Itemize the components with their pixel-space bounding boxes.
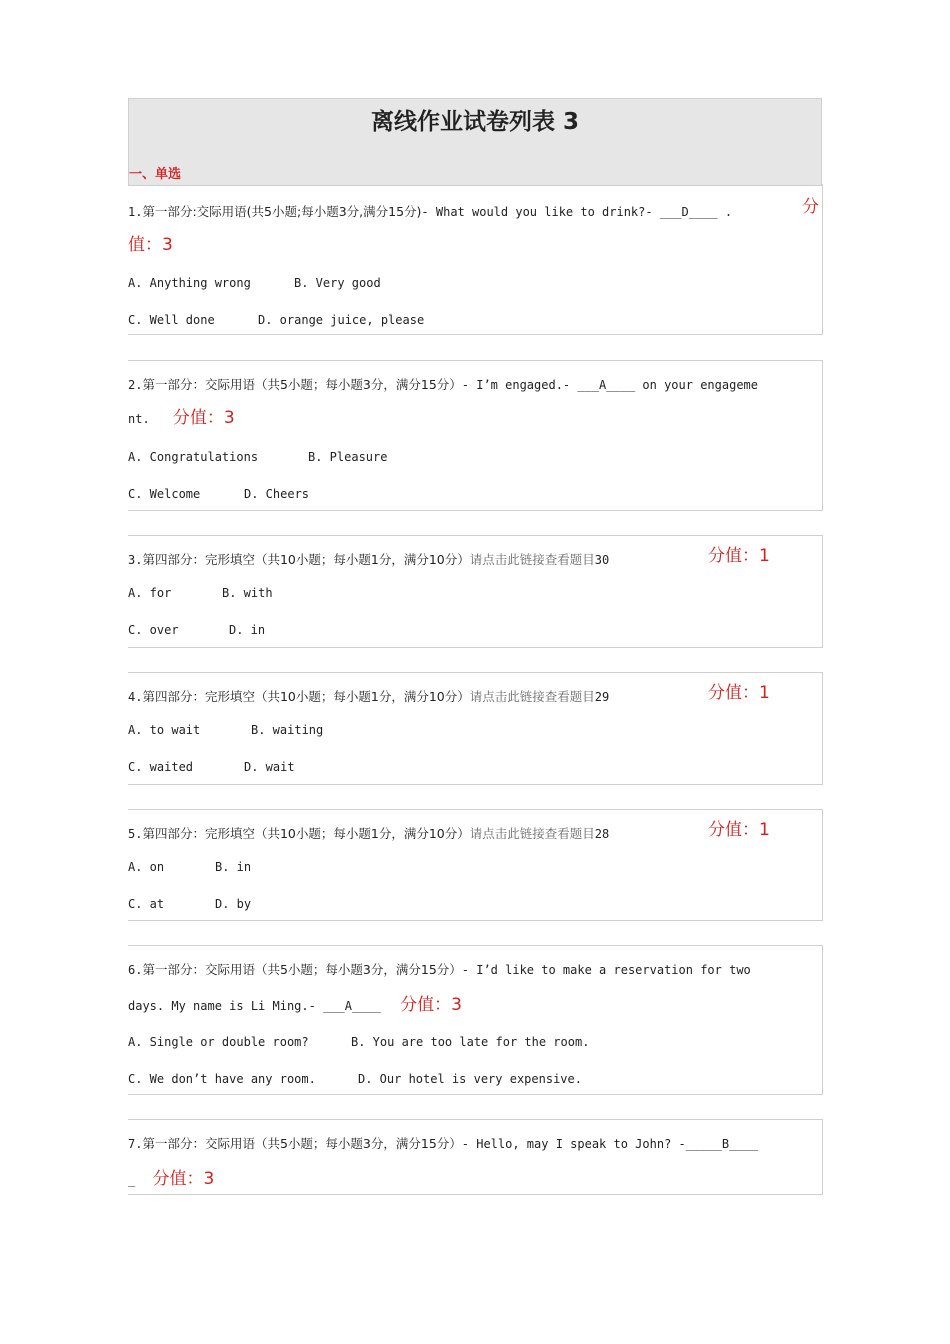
option-d[interactable]: D. orange juice, please: [258, 313, 425, 327]
question-part: 第四部分：完形填空（共10小题；每小题1分，满分10分）: [142, 689, 470, 704]
question-7: [128, 1119, 823, 1195]
score-value: 分值：3: [152, 1169, 215, 1189]
option-b[interactable]: B. with: [222, 586, 273, 600]
option-b[interactable]: B. Very good: [294, 276, 381, 290]
question-2: [128, 360, 823, 511]
question-part: 第四部分：完形填空（共10小题；每小题1分，满分10分）: [142, 552, 470, 567]
page-header: [128, 98, 822, 186]
question-text-cont: _: [128, 1173, 136, 1187]
score-label: 分: [802, 197, 819, 217]
question-number: 3.: [128, 553, 143, 567]
option-b[interactable]: B. in: [215, 860, 252, 874]
question-text-cont: nt.: [128, 412, 150, 426]
question-part: 第一部分：交际用语（共5小题；每小题3分，满分15分）: [142, 377, 462, 392]
score-value: 分值：1: [708, 683, 770, 703]
question-link[interactable]: 请点击此链接查看题目: [469, 552, 595, 567]
option-c[interactable]: C. We don’t have any room.: [128, 1072, 316, 1086]
question-text: - I’m engaged.- ___A____ on your engageme: [461, 378, 758, 392]
question-text-cont: days. My name is Li Ming.- ___A____: [128, 999, 381, 1013]
question-3: [128, 535, 823, 648]
option-c[interactable]: C. Welcome: [128, 487, 201, 501]
option-d[interactable]: D. in: [229, 623, 266, 637]
question-number: 7.: [128, 1137, 143, 1151]
option-b[interactable]: B. You are too late for the room.: [351, 1035, 590, 1049]
option-b[interactable]: B. Pleasure: [308, 450, 388, 464]
option-a[interactable]: A. Congratulations: [128, 450, 259, 464]
option-c[interactable]: C. over: [128, 623, 179, 637]
question-number: 4.: [128, 690, 143, 704]
question-number: 1.: [128, 205, 143, 219]
option-a[interactable]: A. on: [128, 860, 165, 874]
option-c[interactable]: C. Well done: [128, 313, 215, 327]
question-number: 2.: [128, 378, 143, 392]
option-d[interactable]: D. by: [215, 897, 252, 911]
score-value: 分值：1: [708, 546, 770, 566]
option-c[interactable]: C. waited: [128, 760, 194, 774]
option-a[interactable]: A. Anything wrong: [128, 276, 251, 290]
question-part: 第一部分：交际用语（共5小题；每小题3分，满分15分）: [142, 1136, 462, 1151]
score-value: 分值：3: [172, 408, 235, 428]
question-ref: 28: [594, 827, 610, 841]
page-title: 离线作业试卷列表 3: [370, 109, 579, 135]
option-a[interactable]: A. to wait: [128, 723, 201, 737]
question-1: [128, 184, 823, 335]
question-text: - I’d like to make a reservation for two: [461, 963, 751, 977]
option-d[interactable]: D. wait: [244, 760, 295, 774]
option-a[interactable]: A. Single or double room?: [128, 1035, 309, 1049]
question-part: 第一部分:交际用语(共5小题;每小题3分,满分15分): [142, 204, 422, 219]
question-number: 5.: [128, 827, 143, 841]
score-value: 分值：3: [400, 995, 462, 1015]
option-d[interactable]: D. Cheers: [244, 487, 310, 501]
option-c[interactable]: C. at: [128, 897, 165, 911]
question-ref: 30: [594, 553, 610, 567]
option-d[interactable]: D. Our hotel is very expensive.: [358, 1072, 582, 1086]
question-4: [128, 672, 823, 785]
question-link[interactable]: 请点击此链接查看题目: [469, 826, 595, 841]
exam-page: [128, 98, 822, 1189]
score-value: 值：3: [128, 235, 173, 255]
question-6: [128, 945, 823, 1095]
section-heading: 一、单选: [129, 167, 182, 182]
question-5: [128, 809, 823, 921]
question-part: 第四部分：完形填空（共10小题；每小题1分，满分10分）: [142, 826, 470, 841]
question-number: 6.: [128, 963, 143, 977]
question-link[interactable]: 请点击此链接查看题目: [469, 689, 595, 704]
question-text: - Hello, may I speak to John? -_____B____: [461, 1137, 758, 1151]
question-part: 第一部分：交际用语（共5小题；每小题3分，满分15分）: [142, 962, 462, 977]
option-a[interactable]: A. for: [128, 586, 172, 600]
score-value: 分值：1: [708, 820, 770, 840]
option-b[interactable]: B. waiting: [251, 723, 324, 737]
question-text: - What would you like to drink?- ___D____ .: [421, 205, 733, 219]
question-ref: 29: [594, 690, 610, 704]
